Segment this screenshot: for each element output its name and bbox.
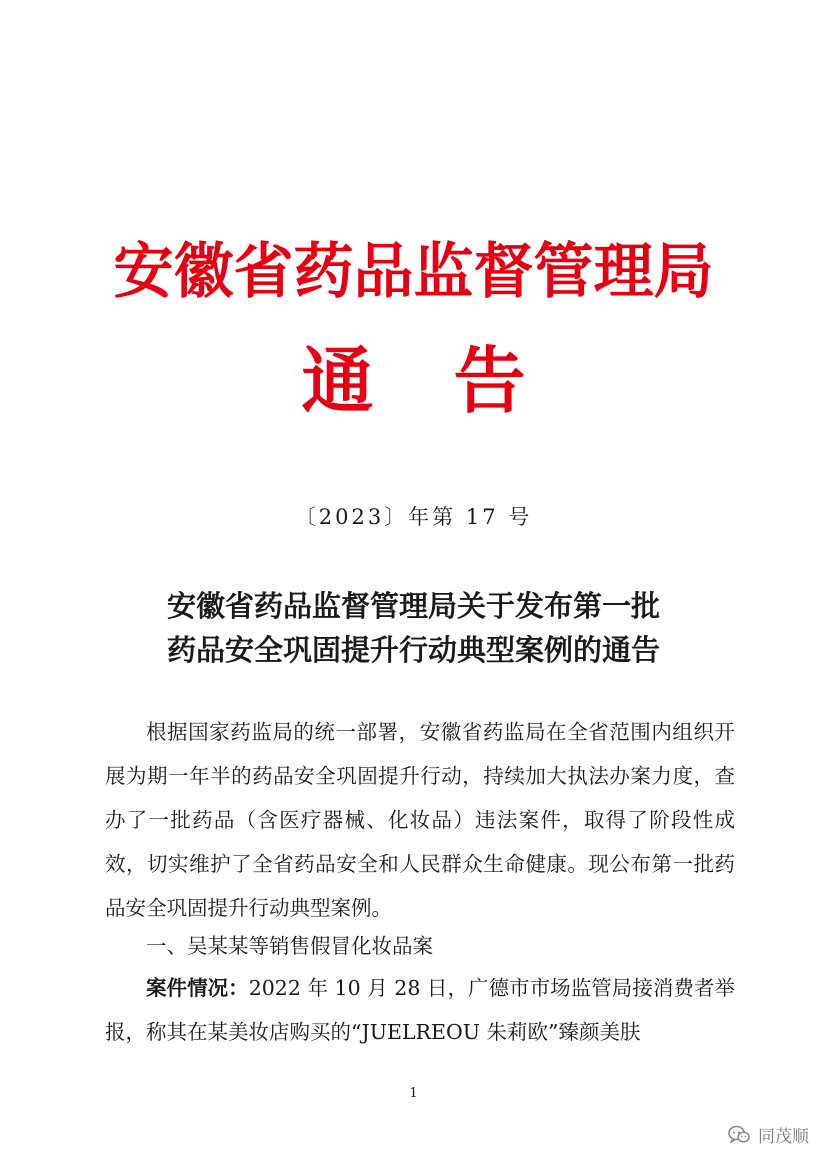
headline-line-2: 药品安全巩固提升行动典型案例的通告 [166,633,660,667]
case-label: 案件情况： [146,976,249,1000]
watermark-text: 同茂顺 [758,1127,809,1147]
headline-line-1: 安徽省药品监督管理局关于发布第一批 [166,589,660,623]
intro-paragraph: 根据国家药监局的统一部署，安徽省药监局在全省范围内组织开展为期一年半的药品安全巩固提升行动，持续加大执法办案力度，查办了一批药品（含医疗器械、化妆品）违法案件，取得了阶段性成效，切实维护了全省药品安全和人民群众生命健康。现公布第一批药品安全巩固提升行动典型案例。 [105,720,735,920]
case-paragraph [105,966,735,1054]
section-heading-1: 一、吴某某等销售假冒化妆品案 [146,934,433,958]
page-number: 1 [409,1086,418,1101]
case-paragraph-block [105,966,735,1054]
notice-title-char-1: 通 [301,338,374,423]
wechat-icon [728,1125,750,1145]
notice-title [0,336,827,426]
issuing-authority-title: 安徽省药品监督管理局 [113,237,714,307]
case-text: 2022 年 10 月 28 日，广德市市场监管局接消费者举报，称其在某美妆店购买的“JUELREOU 朱莉欧”臻颜美肤 [105,976,735,1044]
account-watermark [728,1122,809,1147]
document-number: 〔2023〕年第 17 号 [294,505,533,529]
intro-paragraph-block [105,710,735,930]
notice-title-char-2: 告 [453,338,526,423]
document-headline [0,584,827,672]
